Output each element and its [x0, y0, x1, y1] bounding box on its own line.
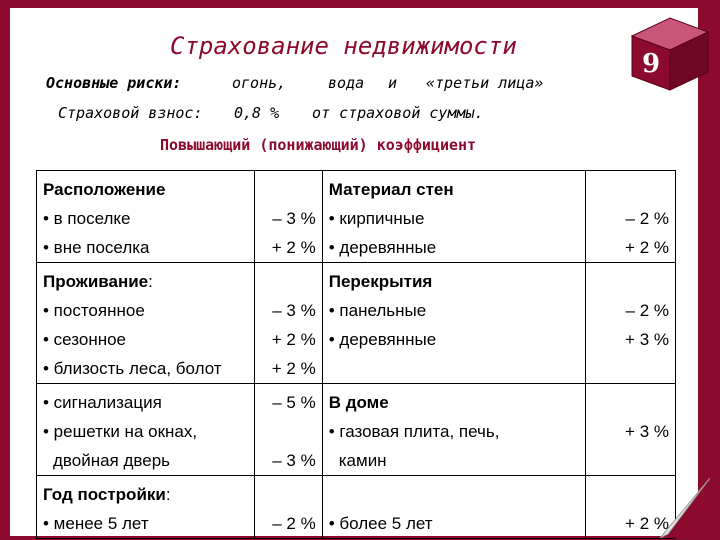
slide	[10, 8, 698, 536]
risk-water: вода	[328, 74, 365, 92]
list-item: • панельные	[328, 301, 427, 320]
list-item-continued: камин	[338, 451, 387, 470]
list-item: • деревянные	[328, 238, 437, 257]
residence-heading: Проживание	[43, 272, 149, 291]
list-item: • более 5 лет	[328, 514, 433, 533]
list-item: • деревянные	[328, 330, 437, 349]
slide-number-cube-icon	[624, 14, 714, 94]
pct-value: – 3 %	[272, 451, 316, 470]
list-item: • вне поселка	[43, 238, 150, 257]
wall-material-pct-cell	[586, 171, 676, 263]
wall-material-cell	[322, 171, 585, 263]
pct-value: + 2 %	[625, 238, 669, 257]
table-row	[37, 384, 676, 476]
pct-value: – 2 %	[625, 301, 669, 320]
build-year-cell: Год постройки: • менее 5 лет	[37, 476, 255, 539]
pct-value: – 5 %	[272, 393, 316, 412]
pct-value: + 2 %	[271, 238, 316, 257]
floors-pct-cell	[586, 263, 676, 384]
fee-text: от страховой суммы.	[312, 104, 484, 122]
residence-pct-cell	[254, 263, 322, 384]
floors-heading: Перекрытия	[328, 272, 433, 291]
list-item: • газовая плита, печь,	[328, 422, 500, 441]
security-pct-cell	[254, 384, 322, 476]
residence-cell: Проживание: • постоянное • сезонное • близость леса, болот	[37, 263, 255, 384]
floors-cell	[322, 263, 585, 384]
fee-label: Страховой взнос:	[58, 104, 203, 122]
list-item: • постоянное	[43, 301, 145, 320]
location-cell	[37, 171, 255, 263]
pct-value: + 2 %	[271, 359, 316, 378]
list-item: • в поселке	[43, 209, 131, 228]
list-item: • сезонное	[43, 330, 126, 349]
risk-and: и	[388, 74, 398, 92]
table-row	[37, 476, 676, 539]
list-item: • кирпичные	[328, 209, 425, 228]
risk-fire: огонь,	[232, 74, 287, 92]
list-item: • сигнализация	[43, 393, 162, 412]
page-curl-icon	[660, 478, 710, 538]
pct-value: + 3 %	[625, 422, 669, 441]
location-heading: Расположение	[43, 180, 166, 199]
in-house-heading: В доме	[328, 393, 389, 412]
pct-value: + 3 %	[625, 330, 669, 349]
pct-value: + 2 %	[271, 330, 316, 349]
build-year-heading: Год постройки	[43, 485, 166, 504]
table-row	[37, 263, 676, 384]
location-pct-cell	[254, 171, 322, 263]
build-year-pct-cell	[254, 476, 322, 539]
coefficient-heading: Повышающий (понижающий) коэффициент	[160, 136, 477, 154]
risks-label: Основные риски:	[46, 74, 182, 92]
list-item-continued: двойная дверь	[53, 451, 171, 470]
build-year-old-cell	[322, 476, 585, 539]
pct-value: – 2 %	[625, 209, 669, 228]
pct-value: + 2 %	[625, 514, 669, 533]
wall-material-heading: Материал стен	[328, 180, 454, 199]
slide-number: 9	[641, 49, 661, 79]
list-item: • менее 5 лет	[43, 514, 149, 533]
pct-value: – 3 %	[272, 209, 316, 228]
in-house-pct-cell	[586, 384, 676, 476]
list-item: • решетки на окнах,	[43, 422, 198, 441]
risk-third-parties: «третьи лица»	[426, 74, 544, 92]
page-title: Страхование недвижимости	[170, 32, 517, 60]
pct-value: – 2 %	[272, 514, 316, 533]
pct-value: – 3 %	[272, 301, 316, 320]
security-cell	[37, 384, 255, 476]
table-row	[37, 171, 676, 263]
list-item: • близость леса, болот	[43, 359, 222, 378]
in-house-cell	[322, 384, 585, 476]
coefficient-table	[36, 170, 676, 539]
fee-value: 0,8 %	[234, 104, 280, 122]
